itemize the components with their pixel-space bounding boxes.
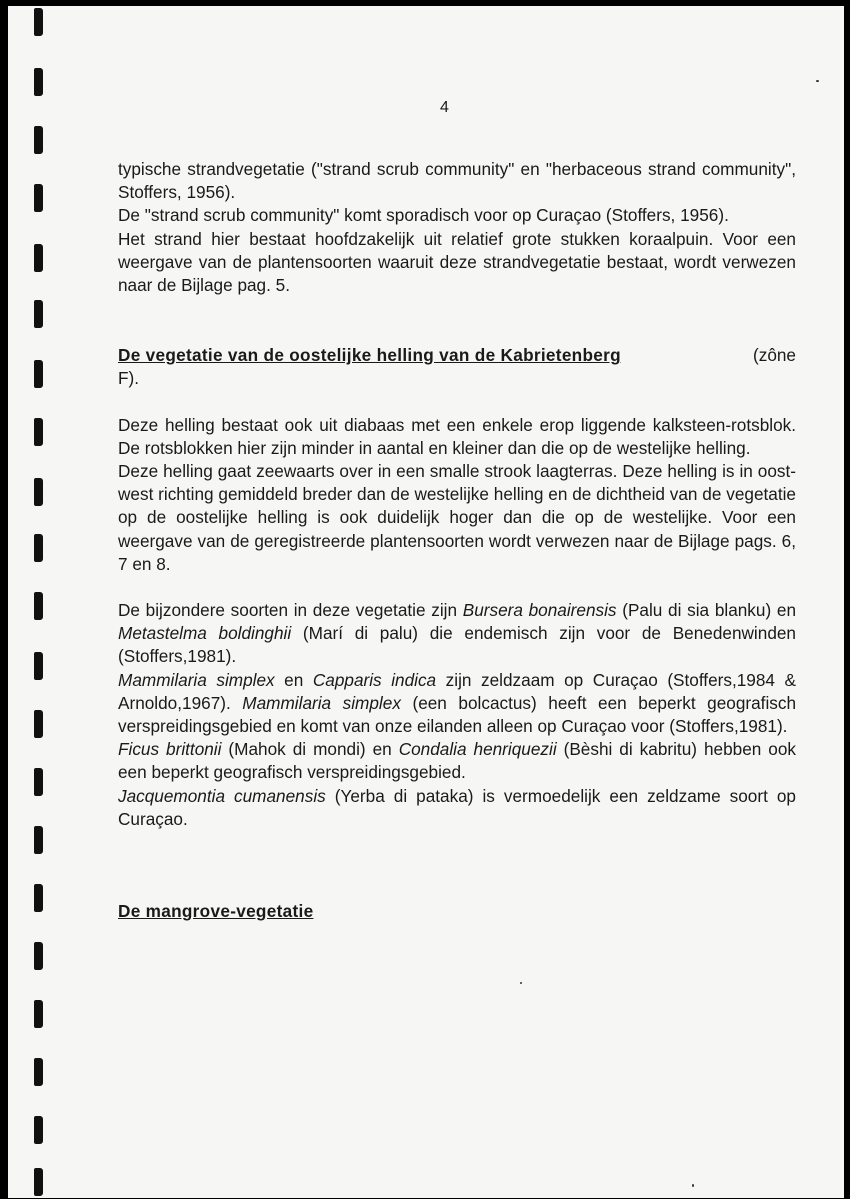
paragraph-species-4: Jacquemontia cumanensis (Yerba di pataka) is vermoedelijk een zeldzame soort op Curaçao. (118, 785, 796, 829)
species-name: Bursera bonairensis (462, 600, 617, 621)
heading-tail-2: F). (118, 368, 139, 389)
section-heading-east-slope (118, 344, 796, 367)
paragraph-species-2: Mammilaria simplex en Capparis indica zijn zeldzaam op Curaçao (Stoffers,1984 & Arnoldo,1967). Mammilaria simplex (een bolcactus) heeft een beperkt geografisch verspreidingsgebied en komt van onze eilanden alleen op Curaçao voor (Stoffers,1981). (118, 669, 797, 737)
species-name: Jacquemontia cumanensis (118, 785, 326, 806)
paragraph-species-3: Ficus brittonii (Mahok di mondi) en Condalia henriquezii (Bèshi di kabritu) hebben ook een beperkt geografisch verspreidingsgebied. (118, 739, 796, 783)
paragraph: Het strand hier bestaat hoofdzakelijk uit relatief grote stukken koraalpuin. Voor een weergave van de plantensoorten waaruit deze strandvegetatie bestaat, wordt verwezen naar de Bijlage pag. 5. (118, 228, 796, 296)
paragraph: typische strandvegetatie ("strand scrub community" en "herbaceous strand community", Stoffers, 1956). (118, 159, 796, 203)
species-name: Mammilaria simplex (242, 692, 401, 713)
page-number: 4 (440, 99, 449, 116)
species-name: Mammilaria simplex (118, 669, 275, 690)
document-page (8, 6, 844, 1198)
section-heading-mangrove: De mangrove-vegetatie (118, 901, 314, 922)
species-name: Ficus brittonii (118, 739, 222, 760)
heading-tail: (zône (753, 345, 796, 366)
heading-text: De vegetatie van de oostelijke helling van de Kabrietenberg (118, 345, 621, 366)
paragraph: Deze helling bestaat ook uit diabaas met een enkele erop liggende kalksteen-rotsblok. De rotsblokken hier zijn minder in aantal en kleiner dan die op de westelijke helling. (118, 414, 796, 458)
body-text (118, 158, 796, 923)
species-name: Capparis indica (312, 669, 437, 690)
paragraph-species-1: De bijzondere soorten in deze vegetatie zijn Bursera bonairensis (Palu di sia blanku) en Metastelma boldinghii (Marí di palu) die endemisch zijn voor de Benedenwinden (Stoffers,1981). (118, 600, 797, 667)
paragraph: De "strand scrub community" komt sporadisch voor op Curaçao (Stoffers, 1956). (118, 205, 729, 226)
paragraph: Deze helling gaat zeewaarts over in een smalle strook laagterras. Deze helling is in oost-west richting gemiddeld breder dan de westelijke helling en de dichtheid van de vegetatie op de oostelijke helling is ook duidelijk hoger dan die op de westelijke. Voor een weergave van de geregistreerde plantensoorten wordt verwezen naar de Bijlage pags. 6, 7 en 8. (118, 461, 796, 574)
species-name: Metastelma boldinghii (118, 623, 292, 644)
binding-holes (34, 6, 48, 1198)
species-name: Condalia henriquezii (398, 739, 557, 760)
